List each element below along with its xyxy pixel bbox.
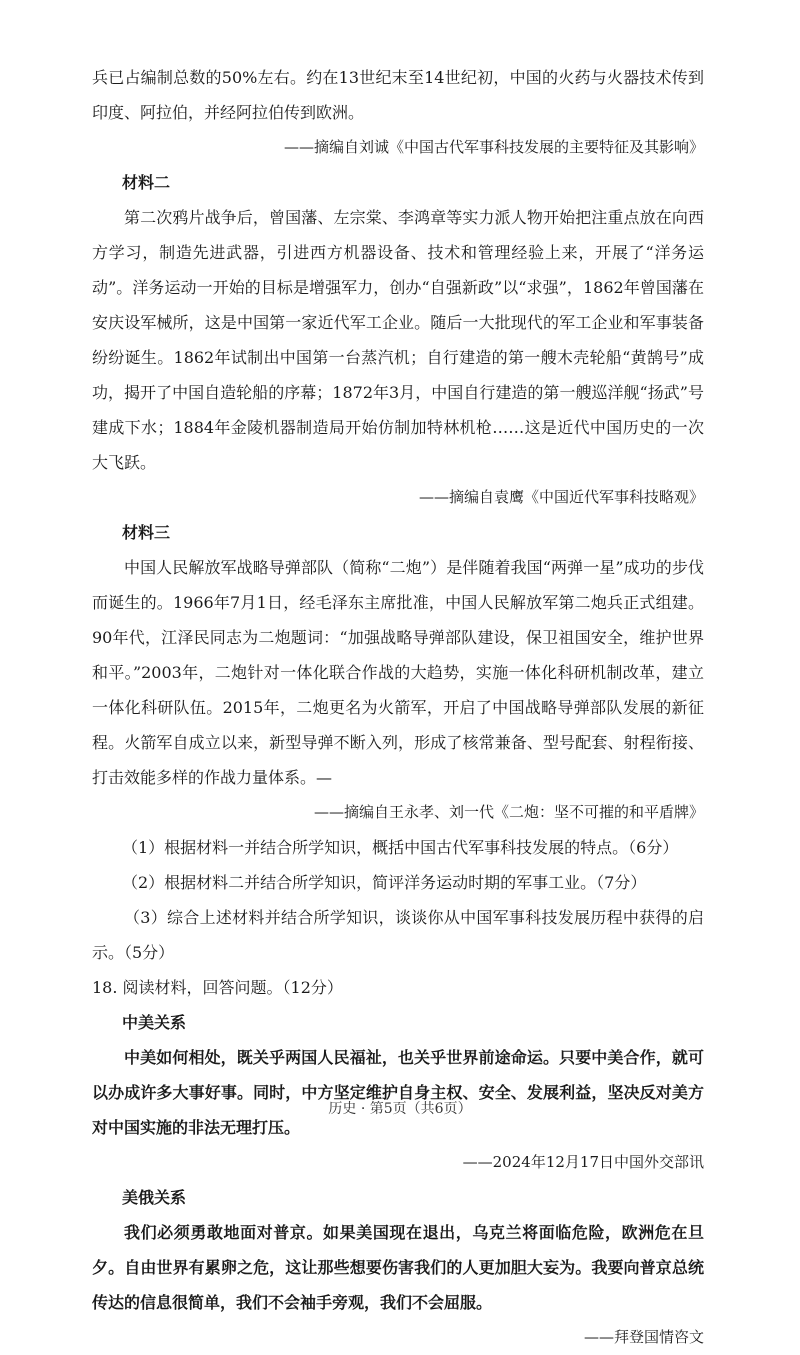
sino-us-text: 中美如何相处，既关乎两国人民福祉，也关乎世界前途命运。只要中美合作，就可以办成许多大事好事。同时，中方坚定维护自身主权、安全、发展利益，坚决反对美方对中国实施的非法无理打压。 xyxy=(92,1048,704,1137)
question-17-3: （3）综合上述材料并结合所学知识，谈谈你从中国军事科技发展历程中获得的启示。（5分） xyxy=(92,908,704,962)
material3-label: 材料三 xyxy=(122,523,171,542)
question-18-heading: 18. 阅读材料，回答问题。（12分） xyxy=(92,978,343,997)
material1-source: ——摘编自刘诚《中国古代军事科技发展的主要特征及其影响》 xyxy=(283,138,704,156)
material3-source: ——摘编自王永孝、刘一代《二炮：坚不可摧的和平盾牌》 xyxy=(313,803,704,821)
material3-text: 中国人民解放军战略导弹部队（简称“二炮”）是伴随着我国“两弹一星”成功的步伐而诞生的。1966年7月1日，经毛泽东主席批准，中国人民解放军第二炮兵正式组建。90年代，江泽民同志为二炮题词：“加强战略导弹部队建设，保卫祖国安全，维护世界和平。”2003年，二炮针对一体化联合作战的大趋势，实施一体化科研机制改革，建立一体化科研队伍。2015年，二炮更名为火箭军，开启了中国战略导弹部队发展的新征程。火箭军自成立以来，新型导弹不断入列，形成了核常兼备、型号配套、射程衔接、打击效能多样的作战力量体系。— xyxy=(92,558,704,787)
question-17-2: （2）根据材料二并结合所学知识，简评洋务运动时期的军事工业。（7分） xyxy=(122,873,647,892)
page-footer: 历史 · 第5页（共6页） xyxy=(328,1101,472,1117)
sino-us-source: ——2024年12月17日中国外交部讯 xyxy=(462,1153,704,1171)
us-russia-source: ——拜登国情咨文 xyxy=(583,1328,704,1346)
us-russia-text: 我们必须勇敢地面对普京。如果美国现在退出，乌克兰将面临危险，欧洲危在旦夕。自由世界有累卵之危，这让那些想要伤害我们的人更加胆大妄为。我要向普京总统传达的信息很简单，我们不会袖手旁观，我们不会屈服。 xyxy=(92,1223,704,1312)
question-17-1: （1）根据材料一并结合所学知识，概括中国古代军事科技发展的特点。（6分） xyxy=(122,838,679,857)
material2-source: ——摘编自袁鹰《中国近代军事科技略观》 xyxy=(418,488,704,506)
material2-text: 第二次鸦片战争后，曾国藩、左宗棠、李鸿章等实力派人物开始把注重点放在向西方学习，制造先进武器，引进西方机器设备、技术和管理经验上来，开展了“洋务运动”。洋务运动一开始的目标是增强军力，创办“自强新政”以“求强”，1862年曾国藩在安庆设军械所，这是中国第一家近代军工企业。随后一大批现代的军工企业和军事装备纷纷诞生。1862年试制出中国第一台蒸汽机；自行建造的第一艘木壳轮船“黄鹄号”成功，揭开了中国自造轮船的序幕；1872年3月，中国自行建造的第一艘巡洋舰“扬武”号建成下水；1884年金陵机器制造局开始仿制加特林机枪……这是近代中国历史的一次大飞跃。 xyxy=(92,208,704,472)
page-content xyxy=(92,60,704,1355)
material1-text: 兵已占编制总数的50%左右。约在13世纪末至14世纪初，中国的火药与火器技术传到印度、阿拉伯，并经阿拉伯传到欧洲。 xyxy=(92,68,704,122)
us-russia-label: 美俄关系 xyxy=(122,1188,187,1207)
material2-label: 材料二 xyxy=(122,173,171,192)
sino-us-label: 中美关系 xyxy=(122,1013,187,1032)
